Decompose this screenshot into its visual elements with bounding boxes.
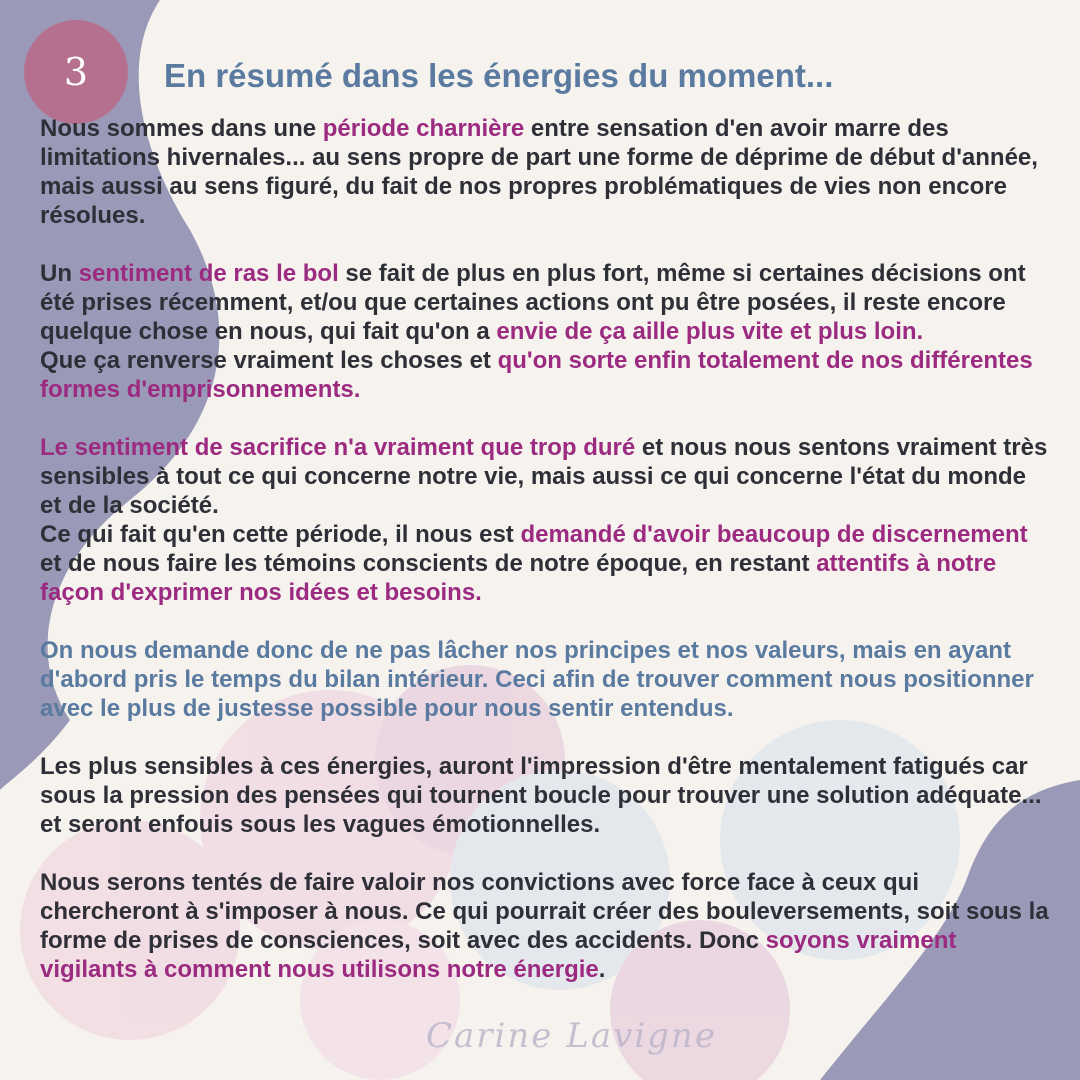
highlighted-text: envie de ça aille plus vite et plus loin. bbox=[496, 318, 924, 345]
highlighted-text: soyons vraiment vigilants à comment nous utilisons notre énergie bbox=[40, 927, 957, 983]
highlighted-text: sentiment de ras le bol bbox=[78, 260, 339, 287]
text-run: Nous sommes dans une bbox=[40, 115, 323, 142]
text-run: Ce qui fait qu'en cette période, il nous est bbox=[40, 521, 521, 548]
highlighted-text: attentifs à notre façon d'exprimer nos idées et besoins. bbox=[40, 550, 997, 606]
paragraph bbox=[40, 636, 1050, 723]
highlighted-text: période charnière bbox=[322, 115, 525, 142]
paragraph bbox=[40, 752, 1050, 839]
step-number-badge: 3 bbox=[63, 50, 89, 94]
text-run: entre sensation d'en avoir marre des limitations hivernales... au sens propre de part une forme de déprime de début d'année, mais aussi au sens figuré, du fait de nos propres problématiques de vies non encore résolues. bbox=[40, 115, 1038, 229]
text-run: se fait de plus en plus fort, même si certaines décisions ont été prises récemment, et/ou que certaines actions ont pu être posées, il reste encore quelque chose en nous, qui fait qu'on a bbox=[40, 260, 1026, 345]
highlighted-text: Le sentiment de sacrifice n'a vraiment que trop duré bbox=[40, 434, 636, 461]
accent-text: On nous demande donc de ne pas lâcher nos principes et nos valeurs, mais en ayant d'abord pris le temps du bilan intérieur. Ceci afin de trouver comment nous positionner avec le plus de justesse possible pour nous sentir entendus. bbox=[40, 637, 1034, 722]
paragraph bbox=[40, 114, 1050, 230]
paragraph bbox=[40, 868, 1050, 984]
paragraph bbox=[40, 259, 1050, 404]
text-run: Nous serons tentés de faire valoir nos convictions avec force face à ceux qui chercheront à s'imposer à nous. Ce qui pourrait créer des bouleversements, soit sous la forme de prises de consciences, soit avec des accidents. Donc bbox=[40, 869, 1049, 954]
highlighted-text: demandé d'avoir beaucoup de discernement bbox=[520, 521, 1028, 548]
paragraph bbox=[40, 433, 1050, 607]
text-run: et nous nous sentons vraiment très sensibles à tout ce qui concerne notre vie, mais aussi ce qui concerne l'état du monde et de la société. bbox=[40, 434, 1048, 519]
body-text bbox=[40, 114, 1050, 1013]
page-title: En résumé dans les énergies du moment... bbox=[164, 57, 834, 94]
text-run: Un bbox=[40, 260, 79, 287]
author-signature: Carine Lavigne bbox=[426, 1016, 717, 1056]
text-run: . bbox=[598, 956, 606, 983]
highlighted-text: qu'on sorte enfin totalement de nos différentes formes d'emprisonnements. bbox=[40, 347, 1033, 403]
text-run: et de nous faire les témoins conscients de notre époque, en restant bbox=[40, 550, 817, 577]
text-run: Les plus sensibles à ces énergies, auront l'impression d'être mentalement fatigués car sous la pression des pensées qui tournent boucle pour trouver une solution adéquate... et seront enfouis sous les vagues émotionnelles. bbox=[40, 753, 1042, 838]
text-run: Que ça renverse vraiment les choses et bbox=[40, 347, 498, 374]
